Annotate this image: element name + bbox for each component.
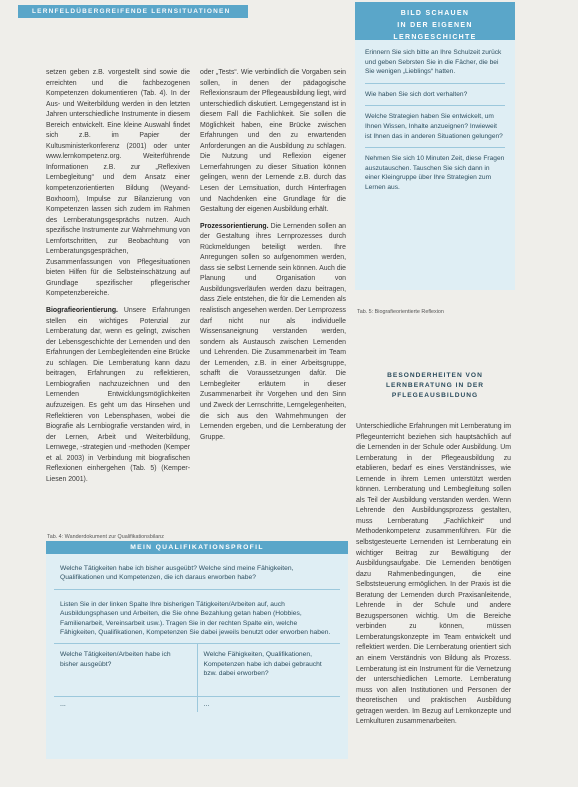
section-heading-line: PFLEGEAUSBILDUNG bbox=[391, 392, 479, 399]
section-heading-line: BESONDERHEITEN VON bbox=[387, 372, 483, 379]
sidebar-question: Erinnern Sie sich bitte an Ihre Schulzeit zurück und geben Sebrsten Sie in die Fächer, die bei Sie wenigen „Lieblings“ hatten. bbox=[365, 49, 502, 76]
paragraph-lead: Prozessorientierung. bbox=[200, 222, 269, 230]
table-row bbox=[54, 644, 340, 697]
section-heading-line: LERNBERATUNG IN DER bbox=[385, 382, 484, 389]
paragraph: oder „Tests“. Wie verbindlich die Vorgaben sein sollen, in denen der pädagogische Reflexionsraum der Pflegeausbildung liegt, wird unterschiedlich diskutiert. Lerngegenstand ist in diesem Fall die Fachlichkeit. Sie sollen die Möglichkeit haben, eine Brücke zwischen Erfahrungen und den zu erwartenden Anforderungen an die Ausbildung zu schlagen. Die Nutzung und Reflexion eigener Lernerfahrungen zu dieser Situation können gelingen, wenn der Lernende z.B. durch das Lesen der Lernsituation, durch Hinterfragen und Nachdenken eine Grundlage für die Gestaltung der eigenen Ausbildung erhält. bbox=[200, 69, 346, 214]
paragraph-text: Die Lernenden sollen an der Gestaltung ihres Lernprozesses durch Rückmeldungen beteiligt werden. Ihre Anregungen sollen so aufgenommen werden, dass sie selbst Lernende sein können. Auch die Planung und Organisation von Ausbildungsverläufen werden dazu beitragen, dass Ziele entstehen, die für die Lernenden als realistisch angesehen werden. Der Lernprozess darf nicht nur als individuelle Wissensaneignung verstanden werden, sondern als Austausch zwischen Lernenden und Lehrenden. Die Zusammenarbeit im Team der Lernenden, z.B. in einer Arbeitsgruppe, schafft die Voraussetzungen dafür. Die Lernbegleiter erläutern in dieser Zusammenarbeit ihr Vorgehen und den Sinn und Zweck der Lernschritte, Lerngelegenheiten, die sich aus den Wahrnehmungen der Lernenden ergeben, und die Lernberatung der Gruppe. bbox=[200, 222, 346, 441]
reflection-sidebar bbox=[355, 2, 515, 290]
paragraph bbox=[200, 222, 346, 443]
paragraph bbox=[46, 306, 190, 485]
divider bbox=[365, 105, 505, 106]
table-row: Welche Tätigkeiten habe ich bisher ausgeübt? Welche sind meine Fähigkeiten, Qualifikationen und Kompetenzen, die ich daraus erworben habe? bbox=[54, 558, 340, 590]
sidebar-body bbox=[355, 40, 515, 193]
table-row bbox=[54, 697, 340, 712]
text-column-right bbox=[356, 422, 511, 734]
sidebar-question: Nehmen Sie sich 10 Minuten Zeit, diese Fragen auszutauschen. Tauschen Sie sich dann in einer Kleingruppe über Ihre Strategien zum Lernen aus. bbox=[365, 155, 505, 191]
sidebar-question: Wie haben Sie sich dort verhalten? bbox=[365, 90, 468, 98]
text-column-middle bbox=[200, 68, 346, 449]
running-head: LERNFELDÜBERGREIFENDE LERNSITUATIONEN bbox=[18, 5, 248, 18]
divider bbox=[365, 147, 505, 148]
sidebar-heading-line: IN DER EIGENEN bbox=[397, 22, 473, 29]
table-cell: ... bbox=[203, 701, 210, 709]
section-heading bbox=[360, 371, 510, 401]
qualification-profile-table bbox=[46, 541, 348, 759]
table-heading: MEIN QUALIFIKATIONSPROFIL bbox=[46, 541, 348, 554]
table-caption: Tab. 4: Wanderdokument zur Qualifikationsbilanz bbox=[47, 534, 164, 540]
table-cell: Welche Tätigkeiten/Arbeiten habe ich bisher ausgeübt? bbox=[54, 644, 198, 696]
paragraph-lead: Biografieorientierung. bbox=[46, 307, 118, 315]
table-row: Listen Sie in der linken Spalte Ihre bisherigen Tätigkeiten/Arbeiten auf, auch Ausbildungsphasen und Arbeiten, die Sie ohne Bezahlung getan haben (Hobbies, Familienarbeit, Vereinsarbeit usw.). Tragen Sie in der rechten Spalte ein, welche Fähigkeiten, Qualifikationen, Kompetenzen Sie dabei jeweils benutzt oder erworben haben. bbox=[54, 594, 340, 645]
sidebar-heading bbox=[355, 2, 515, 40]
text-column-left bbox=[46, 68, 190, 491]
divider bbox=[365, 83, 505, 84]
sidebar-caption: Tab. 5: Biografieorientierte Reflexion bbox=[357, 309, 444, 315]
paragraph: Unterschiedliche Erfahrungen mit Lernberatung im Pflegeunterricht beziehen sich hauptsächlich auf die Lernenden in der Schule oder Ausbildung. Um Lernberatung in der Pflegeausbildung zu etablieren, bedarf es eines Verständnisses, wie Lernende in ihrem Lernen unterstützt werden können. Lernberatung und Lernbegleitung sollen als Teil der Ausbildung verstanden werden. Wenn Lehrende den Ausbildungsprozess gestalten, muss Lernberatung „Fachlichkeit“ und Methodenkompetenz zusammenführen. Für die selbstgesteuerte Lernenden ist Lernberatung ein wichtiger Beitrag zur Bewältigung der Ausbildungsaufgabe. Die Lernenden benötigen dazu Rahmenbedingungen, die eine Selbststeuerung ermöglichen. In der Praxis ist die Beratung der Lernenden durch Praxisanleitende, Lehrende in der Schule und andere Bezugspersonen wichtig. Um die Bereiche verbinden zu können, müssen Lernberatungskonzepte im Team entwickelt und reflektiert werden. Die Lernberatung orientiert sich an einem Verständnis von Bildung als Prozess. Lernberatung ist ein Instrument für die Vernetzung der unterschiedlichen Lernorte. Lernberatung muss von allen Institutionen und Personen der theoretischen und praktischen Ausbildung getragen werden. Im Bezug auf Lernkonzepte und Lernkulturen zusammenarbeiten. bbox=[356, 423, 511, 726]
sidebar-heading-line: LERNGESCHICHTE bbox=[393, 34, 477, 41]
table-cell: Welche Fähigkeiten, Qualifikationen, Kompetenzen habe ich dabei gebraucht bzw. dabei erworben? bbox=[203, 651, 322, 678]
sidebar-heading-line: BILD SCHAUEN bbox=[400, 10, 470, 17]
paragraph: setzen geben z.B. vorgestellt sind sowie die erreichten und die fachbezogenen Kompetenzen dokumentieren (Tab. 4). In der Aus- und Weiterbildung werden in den letzten Jahren unterschiedliche Instrumente in diesem Bereich entwickelt. Eine kleine Auswahl findet sich z.B. im Papier der Kultusministerkonferenz (2001) oder unter www.lernkompetenz.org. Weiterführende Informationen z.B. zur „Reflexiven Lernbegleitung“ und dem Ansatz einer kompetenzorientierten Bildung (Weyand-Boxhoorn), Impulse zur Bilanzierung von Kompetenzen lassen sich zudem im Rahmen des Lernberatungsgesprächs nutzen. Auch spezifische Instrumente zur Wahrnehmung von Lernfortschritten, zur Beobachtung von Lernberatungsgesprächen, Zusammenfassungen von Pflegesituationen bieten Hilfen für die Selbsteinschätzung auf Grundlage spezifischer pflegerischer Kompetenzbereiche. bbox=[46, 69, 190, 298]
table-cell: ... bbox=[54, 697, 198, 712]
paragraph-text: Unsere Erfahrungen stellen ein wichtiges Potenzial zur Lernberatung dar, wenn es gelingt, zwischen der Lebensgeschichte der Lernenden und den Erfahrungen der Lernbegleitenden eine Brücke zu schlagen. Die Lernberatung kann dazu beitragen, Erfahrungen zu reflektieren, Lernbiografien nachzuzeichnen und den Lernenden Entwicklungsmöglichkeiten aufzuzeigen. Es geht um das Hinsehen und Reflektieren von Lebensphasen, wobei die Biografie als Lernbiografie verstanden wird, in der Lernen, Arbeit und Weiterbildung, Lernwege, -strategien und -methoden (Kemper et al. 2003) in Verbindung mit biografischen Reflexionen einhergehen (Tab. 5) (Kemper-Liesen 2001). bbox=[46, 307, 190, 483]
sidebar-question: Welche Strategien haben Sie entwickelt, um Ihnen Wissen, Inhalte anzueignen? Inwieweit ist Ihnen das in anderen Situationen gelungen? bbox=[365, 113, 503, 140]
